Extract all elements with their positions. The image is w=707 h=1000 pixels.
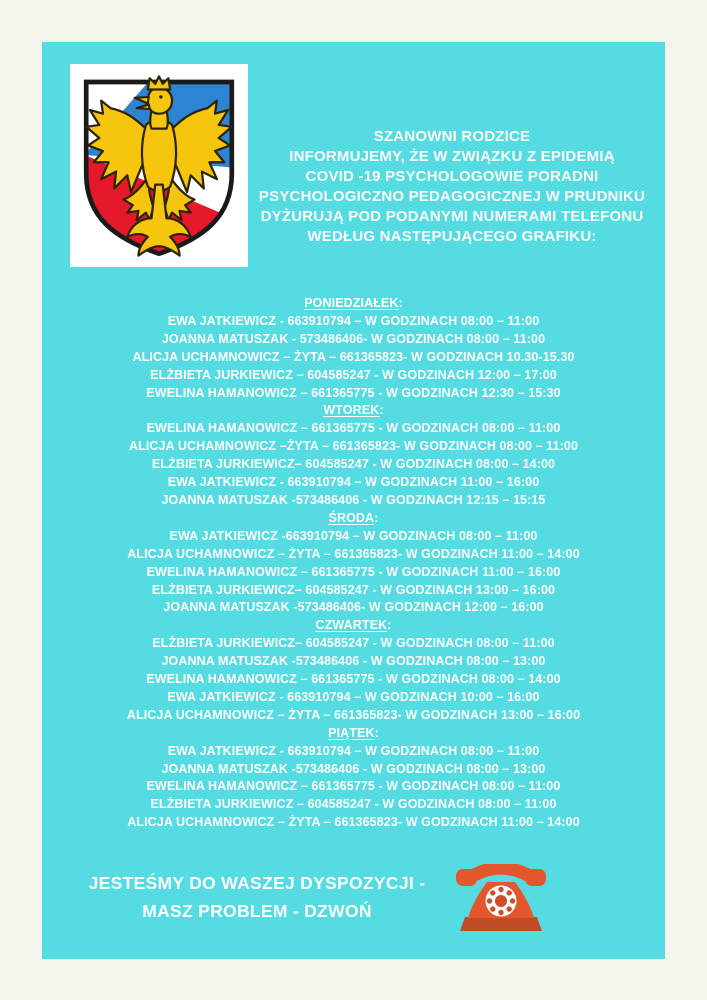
schedule-entry: EWELINA HAMANOWICZ – 661365775 - W GODZINACH 08:00 – 11:00 — [146, 779, 561, 794]
day-header — [42, 402, 665, 420]
schedule-entry: EWELINA HAMANOWICZ – 661365775 - W GODZINACH 12:30 – 15:30 — [146, 385, 561, 400]
day-header — [42, 295, 665, 313]
schedule-day-block — [42, 617, 665, 724]
schedule-entry: JOANNA MATUSZAK - 573486406- W GODZINACH 08:00 – 11:00 — [161, 331, 546, 346]
day-name: PIĄTEK — [328, 725, 375, 740]
header-line: SZANOWNI RODZICE — [373, 128, 531, 145]
footer-line: JESTEŚMY DO WASZEJ DYSPOZYCJI - — [88, 873, 426, 893]
day-header — [42, 510, 665, 528]
schedule-entry: ELŻBIETA JURKIEWICZ – 604585247 - W GODZINACH 08:00 – 11:00 — [150, 797, 557, 812]
poster — [42, 42, 665, 959]
header-line: WEDŁUG NASTĘPUJĄCEGO GRAFIKU: — [307, 228, 597, 245]
schedule-entry: JOANNA MATUSZAK -573486406 - W GODZINACH 08:00 – 13:00 — [161, 761, 546, 776]
coat-of-arms-box — [70, 64, 248, 267]
day-colon: : — [398, 296, 403, 310]
schedule-entry: ELŻBIETA JURKIEWICZ– 604585247 - W GODZINACH 08:00 – 11:00 — [152, 636, 555, 651]
schedule-entry: ELŻBIETA JURKIEWICZ – 604585247 - W GODZINACH 12:00 – 17:00 — [150, 367, 557, 382]
footer-slogan — [70, 869, 444, 925]
schedule-day-block — [42, 402, 665, 509]
schedule-entry: ALICJA UCHAMNOWICZ – ŻYTA – 661365823- W GODZINACH 13:00 – 16:00 — [126, 707, 581, 722]
schedule-entry: EWELINA HAMANOWICZ – 661365775 - W GODZINACH 11:00 – 16:00 — [146, 564, 561, 579]
schedule-day-block — [42, 510, 665, 617]
day-name: ŚRODA — [328, 510, 375, 525]
prudnik-coat-of-arms-icon — [75, 70, 243, 262]
schedule-entry: EWA JATKIEWICZ - 663910794 – W GODZINACH 10:00 – 16:00 — [167, 689, 540, 704]
schedule-entry: ELŻBIETA JURKIEWICZ– 604585247 - W GODZINACH 13:00 – 16:00 — [151, 582, 556, 597]
day-header — [42, 725, 665, 743]
header-line: INFORMUJEMY, ŻE W ZWIĄZKU Z EPIDEMIĄ — [289, 148, 615, 165]
schedule-entry: ALICJA UCHAMNOWICZ – ŻYTA – 661365823- W GODZINACH 11:00 – 14:00 — [127, 546, 580, 561]
day-colon: : — [387, 618, 392, 633]
header-line: PSYCHOLOGICZNO PEDAGOGICZNEJ W PRUDNIKU — [258, 188, 646, 205]
schedule — [42, 295, 665, 832]
schedule-entry: JOANNA MATUSZAK -573486406 - W GODZINACH 12:15 – 15:15 — [161, 492, 546, 507]
schedule-day-block — [42, 725, 665, 832]
schedule-entry: ALICJA UCHAMNOWICZ – ŻYTA – 661365823- W GODZINACH 11:00 – 14:00 — [127, 815, 580, 830]
phone-icon — [456, 864, 546, 934]
schedule-day-block — [42, 295, 665, 402]
schedule-entry: EWELINA HAMANOWICZ – 661365775 - W GODZINACH 08:00 – 14:00 — [146, 672, 561, 687]
schedule-entry: ELŻBIETA JURKIEWICZ– 604585247 - W GODZINACH 08:00 – 14:00 — [151, 457, 556, 472]
schedule-entry: EWA JATKIEWICZ -663910794 – W GODZINACH 08:00 – 11:00 — [169, 528, 538, 543]
footer-line: MASZ PROBLEM - DZWOŃ — [142, 901, 372, 921]
schedule-entry: JOANNA MATUSZAK -573486406 - W GODZINACH 08:00 – 13:00 — [161, 654, 546, 669]
schedule-entry: JOANNA MATUSZAK -573486406- W GODZINACH 12:00 – 16:00 — [163, 600, 544, 615]
day-name: WTOREK — [323, 403, 380, 418]
day-header — [42, 617, 665, 635]
day-colon: : — [374, 510, 379, 525]
day-name: PONIEDZIAŁEK — [304, 296, 399, 310]
day-colon: : — [374, 725, 379, 740]
schedule-entry: ALICJA UCHAMNOWICZ –ŻYTA – 661365823- W GODZINACH 08:00 – 11:00 — [128, 439, 578, 454]
day-name: CZWARTEK — [315, 618, 388, 633]
header-line: DYŻURUJĄ POD PODANYMI NUMERAMI TELEFONU — [260, 208, 644, 225]
schedule-entry: EWA JATKIEWICZ - 663910794 – W GODZINACH 08:00 – 11:00 — [167, 313, 540, 328]
day-colon: : — [379, 403, 384, 418]
schedule-entry: ALICJA UCHAMNOWICZ – ŻYTA – 661365823- W GODZINACH 10.30-15.30 — [132, 349, 575, 364]
schedule-entry: EWELINA HAMANOWICZ – 661365775 - W GODZINACH 08:00 – 11:00 — [146, 421, 561, 436]
header-line: COVID -19 PSYCHOLOGOWIE PORADNI — [305, 168, 599, 185]
schedule-entry: EWA JATKIEWICZ - 663910794 – W GODZINACH 08:00 – 11:00 — [167, 743, 540, 758]
header-lines — [230, 127, 674, 247]
schedule-entry: EWA JATKIEWICZ - 663910794 – W GODZINACH 11:00 – 16:00 — [167, 475, 540, 490]
